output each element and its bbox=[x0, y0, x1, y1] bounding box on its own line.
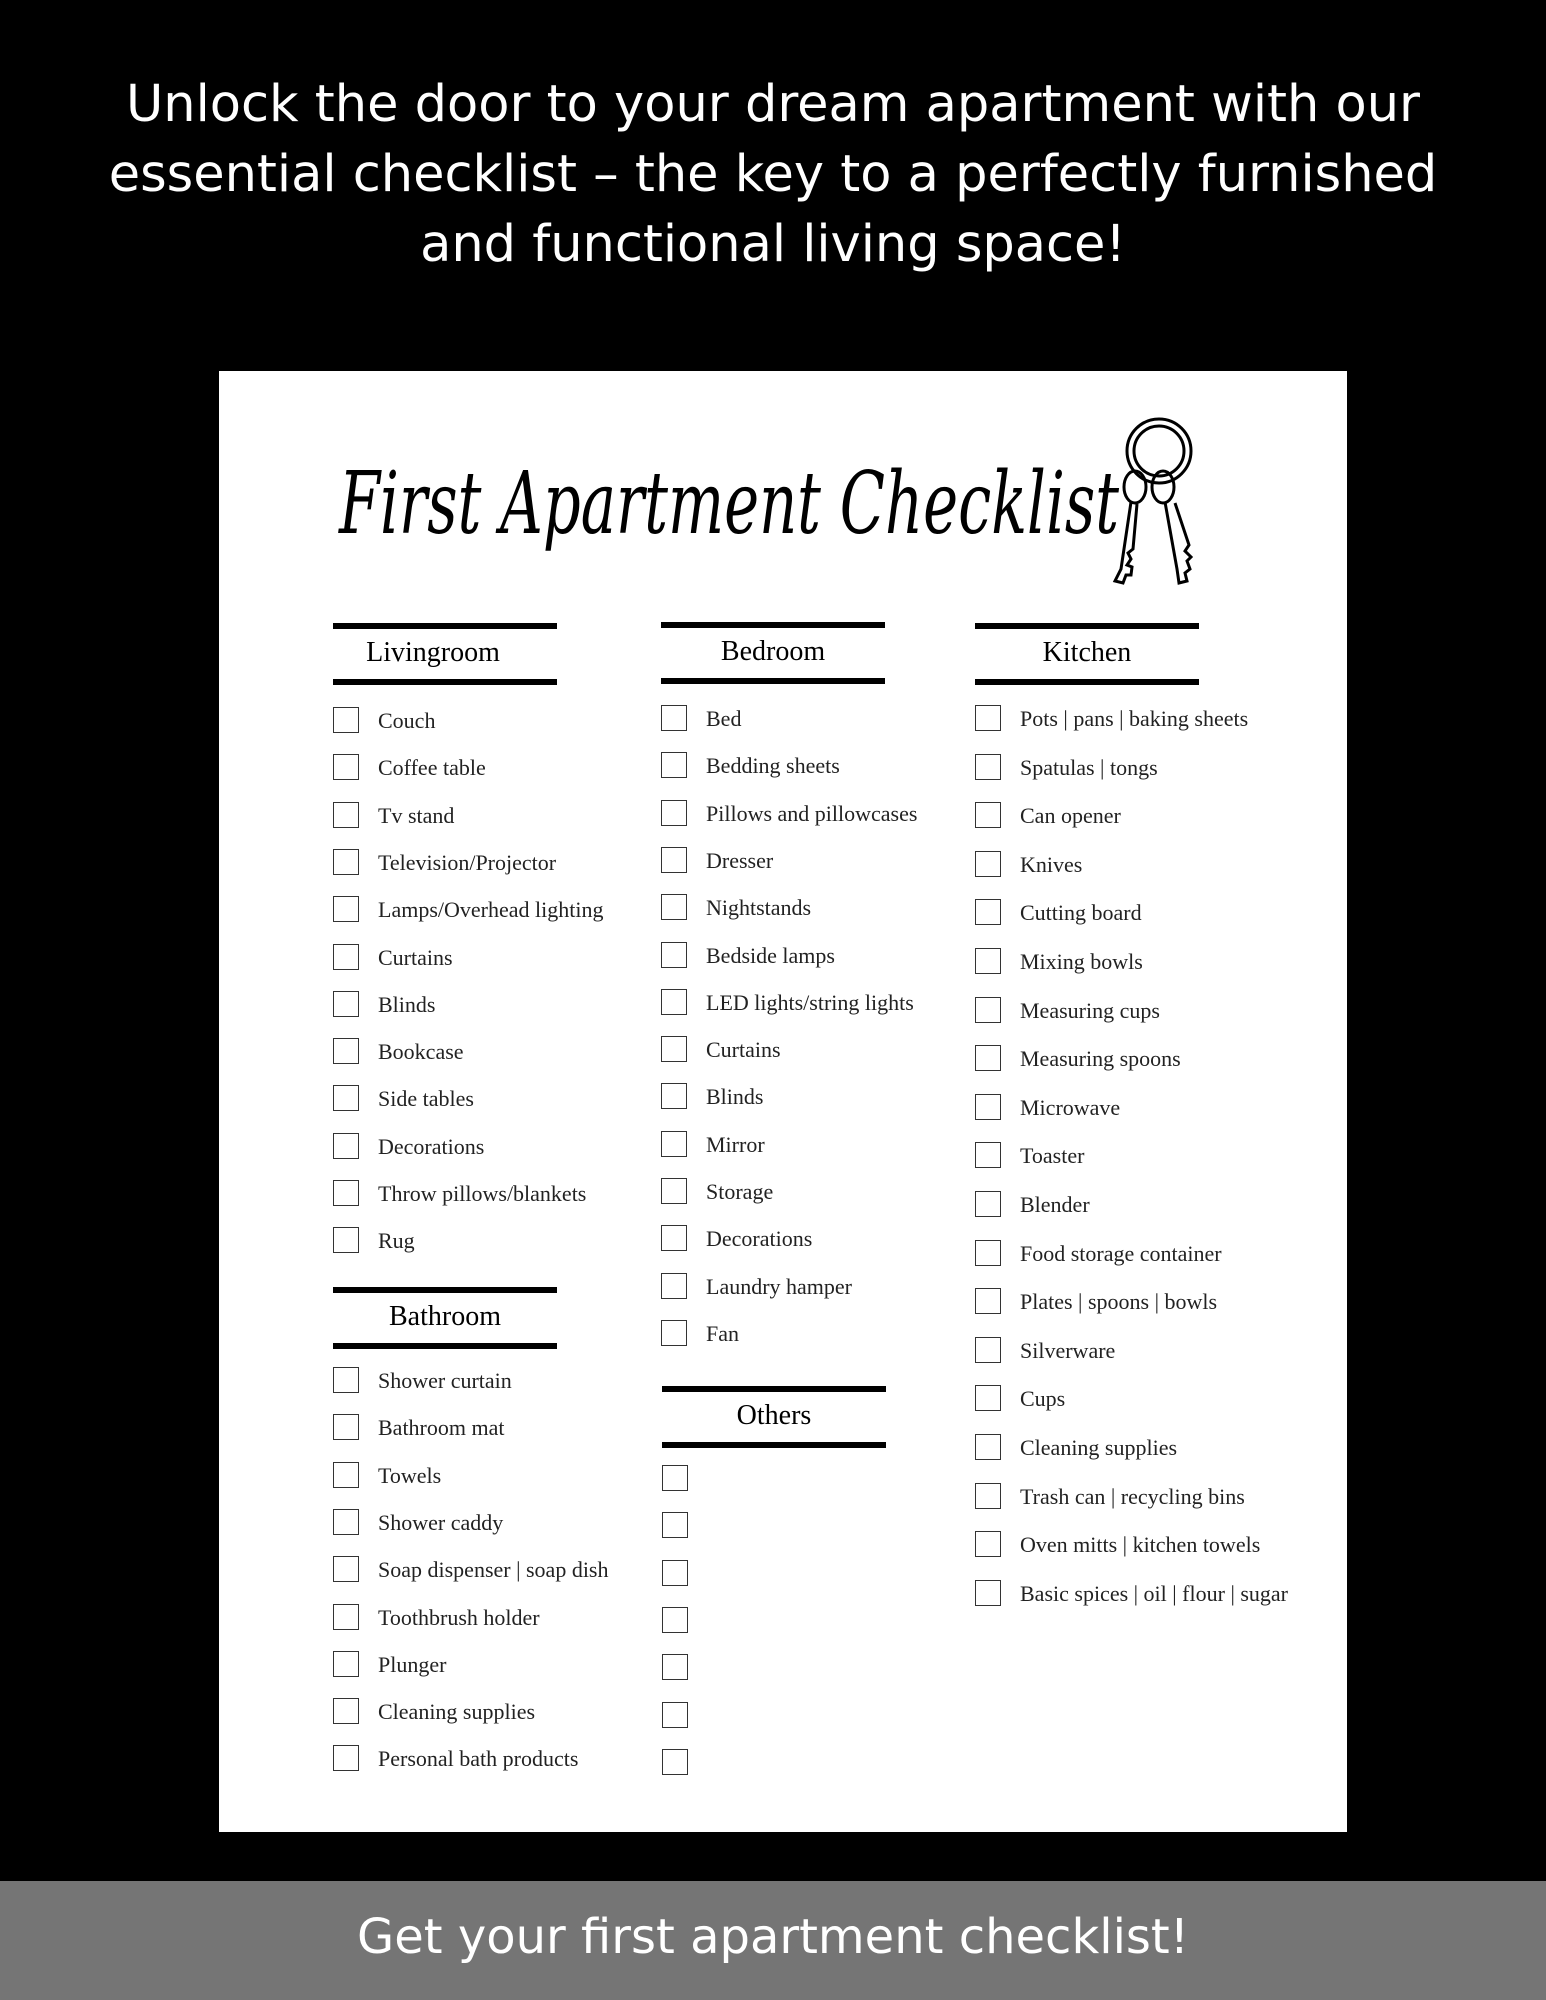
checklist-item-label: Cleaning supplies bbox=[1020, 1435, 1178, 1460]
section-heading-text: Livingroom bbox=[366, 637, 500, 668]
checkbox[interactable] bbox=[333, 754, 359, 780]
checkbox[interactable] bbox=[975, 1531, 1001, 1557]
footer-call-to-action: Get your first apartment checklist! bbox=[357, 1909, 1189, 1965]
section-heading-text: Bathroom bbox=[389, 1301, 501, 1332]
checkbox[interactable] bbox=[662, 1512, 688, 1538]
checkbox[interactable] bbox=[662, 1465, 688, 1491]
checklist-item-label: Food storage container bbox=[1020, 1241, 1222, 1266]
checklist-item-label: Bathroom mat bbox=[378, 1415, 505, 1440]
checkbox[interactable] bbox=[975, 1580, 1001, 1606]
checklist-item-label: Side tables bbox=[378, 1086, 474, 1111]
checklist-item-label: Blinds bbox=[378, 992, 436, 1017]
checkbox[interactable] bbox=[333, 991, 359, 1017]
checkbox[interactable] bbox=[661, 705, 687, 731]
checkbox[interactable] bbox=[975, 1240, 1001, 1266]
checklist-item-label: Bed bbox=[706, 706, 742, 731]
checklist-item-label: Basic spices | oil | flour | sugar bbox=[1020, 1581, 1288, 1606]
checkbox[interactable] bbox=[661, 894, 687, 920]
checklist-item-label: Rug bbox=[378, 1228, 415, 1253]
checklist-item-label: Silverware bbox=[1020, 1338, 1116, 1363]
checkbox[interactable] bbox=[661, 800, 687, 826]
checkbox[interactable] bbox=[333, 1227, 359, 1253]
checkbox[interactable] bbox=[333, 1085, 359, 1111]
checklist-item-label: Cutting board bbox=[1020, 900, 1142, 925]
checkbox[interactable] bbox=[333, 1367, 359, 1393]
checklist-item-label: Towels bbox=[378, 1463, 442, 1488]
checklist-item-label: Oven mitts | kitchen towels bbox=[1020, 1532, 1261, 1557]
checkbox[interactable] bbox=[975, 1483, 1001, 1509]
checkbox[interactable] bbox=[333, 1556, 359, 1582]
checklist-item-label: Couch bbox=[378, 708, 436, 733]
checkbox[interactable] bbox=[975, 754, 1001, 780]
checklist-item-label: Decorations bbox=[378, 1134, 485, 1159]
checklist-title-text: First Apartment Checklist bbox=[337, 454, 1120, 554]
checklist-item-label: Can opener bbox=[1020, 803, 1121, 828]
checkbox[interactable] bbox=[975, 1142, 1001, 1168]
checklist-item-label: Bedside lamps bbox=[706, 943, 835, 968]
checkbox[interactable] bbox=[975, 899, 1001, 925]
checklist-item-label: Cleaning supplies bbox=[378, 1699, 536, 1724]
checklist-item-label: Lamps/Overhead lighting bbox=[378, 897, 604, 922]
checkbox[interactable] bbox=[333, 1462, 359, 1488]
checklist-item-label: Cups bbox=[1020, 1386, 1066, 1411]
section-heading bbox=[661, 622, 885, 684]
checkbox[interactable] bbox=[975, 948, 1001, 974]
checklist-item-label: Throw pillows/blankets bbox=[378, 1181, 587, 1206]
checklist-item-label: Television/Projector bbox=[378, 850, 557, 875]
checkbox[interactable] bbox=[661, 1083, 687, 1109]
checkbox[interactable] bbox=[661, 1178, 687, 1204]
checkbox[interactable] bbox=[333, 1180, 359, 1206]
checklist-title bbox=[319, 433, 1139, 583]
checkbox[interactable] bbox=[333, 1038, 359, 1064]
headline-line-1: Unlock the door to your dream apartment with our bbox=[125, 75, 1421, 134]
checkbox[interactable] bbox=[975, 1434, 1001, 1460]
section-others bbox=[662, 1386, 886, 1448]
checkbox[interactable] bbox=[333, 802, 359, 828]
checkbox[interactable] bbox=[333, 1651, 359, 1677]
section-bedroom bbox=[661, 622, 885, 684]
section-heading-text: Bedroom bbox=[720, 636, 826, 667]
footer-band bbox=[0, 1881, 1546, 2000]
checklist-item-label: LED lights/string lights bbox=[706, 990, 914, 1015]
checklist-item-label: Bookcase bbox=[378, 1039, 464, 1064]
checklist-item-label: Measuring cups bbox=[1020, 998, 1160, 1023]
checkbox[interactable] bbox=[333, 1604, 359, 1630]
checkbox[interactable] bbox=[662, 1560, 688, 1586]
checklist-item-label: Pillows and pillowcases bbox=[706, 801, 918, 826]
section-heading bbox=[975, 623, 1199, 685]
section-heading bbox=[333, 1287, 557, 1349]
checklist-item-label: Toothbrush holder bbox=[378, 1605, 540, 1630]
keys-on-ring-icon bbox=[1095, 409, 1205, 605]
checklist-item-label: Measuring spoons bbox=[1020, 1046, 1181, 1071]
checklist-item-label: Blinds bbox=[706, 1084, 764, 1109]
checklist-item-label: Curtains bbox=[378, 945, 453, 970]
checkbox[interactable] bbox=[661, 989, 687, 1015]
checklist-item-label: Personal bath products bbox=[378, 1746, 579, 1771]
checklist-item-label: Knives bbox=[1020, 852, 1083, 877]
promo-headline bbox=[80, 70, 1466, 280]
checklist-item-label: Tv stand bbox=[378, 803, 455, 828]
checklist-item-label: Laundry hamper bbox=[706, 1274, 852, 1299]
checkbox[interactable] bbox=[975, 851, 1001, 877]
checklist-item-label: Spatulas | tongs bbox=[1020, 755, 1158, 780]
checkbox[interactable] bbox=[975, 997, 1001, 1023]
checkbox[interactable] bbox=[661, 1273, 687, 1299]
checklist-item-label: Dresser bbox=[706, 848, 774, 873]
checkbox[interactable] bbox=[333, 896, 359, 922]
section-heading bbox=[333, 623, 557, 685]
checkbox[interactable] bbox=[333, 849, 359, 875]
checklist-item-label: Bedding sheets bbox=[706, 753, 840, 778]
checklist-item-label: Toaster bbox=[1020, 1143, 1085, 1168]
section-heading-text: Kitchen bbox=[1042, 637, 1132, 668]
checkbox[interactable] bbox=[975, 705, 1001, 731]
checklist-item-label: Decorations bbox=[706, 1226, 813, 1251]
checklist-item-label: Trash can | recycling bins bbox=[1020, 1484, 1245, 1509]
checkbox[interactable] bbox=[662, 1749, 688, 1775]
checkbox[interactable] bbox=[333, 1745, 359, 1771]
checkbox[interactable] bbox=[661, 1320, 687, 1346]
checkbox[interactable] bbox=[661, 1036, 687, 1062]
checklist-item-label: Mixing bowls bbox=[1020, 949, 1143, 974]
checkbox[interactable] bbox=[662, 1607, 688, 1633]
headline-line-2: essential checklist – the key to a perfectly furnished bbox=[108, 145, 1438, 204]
checkbox[interactable] bbox=[975, 1288, 1001, 1314]
checkbox[interactable] bbox=[975, 1385, 1001, 1411]
checkbox[interactable] bbox=[661, 942, 687, 968]
checklist-item-label: Plates | spoons | bowls bbox=[1020, 1289, 1218, 1314]
checklist-item-label: Blender bbox=[1020, 1192, 1090, 1217]
checklist-sheet bbox=[219, 371, 1347, 1832]
checklist-item-label: Fan bbox=[706, 1321, 739, 1346]
checklist-item-label: Microwave bbox=[1020, 1095, 1121, 1120]
checklist-item-label: Nightstands bbox=[706, 895, 812, 920]
checkbox[interactable] bbox=[333, 1133, 359, 1159]
checkbox[interactable] bbox=[661, 752, 687, 778]
checkbox[interactable] bbox=[333, 1414, 359, 1440]
checklist-item-label: Pots | pans | baking sheets bbox=[1020, 706, 1249, 731]
checkbox[interactable] bbox=[975, 802, 1001, 828]
headline-line-3: and functional living space! bbox=[420, 215, 1126, 274]
checkbox[interactable] bbox=[333, 707, 359, 733]
checklist-item-label: Soap dispenser | soap dish bbox=[378, 1557, 609, 1582]
section-livingroom bbox=[333, 623, 557, 685]
section-heading bbox=[662, 1386, 886, 1448]
checkbox[interactable] bbox=[661, 847, 687, 873]
checkbox[interactable] bbox=[975, 1337, 1001, 1363]
checklist-item-label: Curtains bbox=[706, 1037, 781, 1062]
checklist-item-label: Mirror bbox=[706, 1132, 765, 1157]
section-bathroom bbox=[333, 1287, 557, 1349]
checkbox[interactable] bbox=[975, 1094, 1001, 1120]
checkbox[interactable] bbox=[661, 1131, 687, 1157]
checkbox[interactable] bbox=[975, 1045, 1001, 1071]
checkbox[interactable] bbox=[975, 1191, 1001, 1217]
checklist-item-label: Coffee table bbox=[378, 755, 486, 780]
checkbox[interactable] bbox=[333, 1509, 359, 1535]
checklist-item-label: Plunger bbox=[378, 1652, 447, 1677]
checkbox[interactable] bbox=[661, 1225, 687, 1251]
checkbox[interactable] bbox=[662, 1654, 688, 1680]
checklist-item-label: Shower caddy bbox=[378, 1510, 504, 1535]
section-heading-text: Others bbox=[736, 1400, 812, 1431]
checkbox[interactable] bbox=[662, 1702, 688, 1728]
checklist-item-label: Shower curtain bbox=[378, 1368, 512, 1393]
checkbox[interactable] bbox=[333, 944, 359, 970]
section-kitchen bbox=[975, 623, 1199, 685]
checklist-item-label: Storage bbox=[706, 1179, 774, 1204]
checkbox[interactable] bbox=[333, 1698, 359, 1724]
